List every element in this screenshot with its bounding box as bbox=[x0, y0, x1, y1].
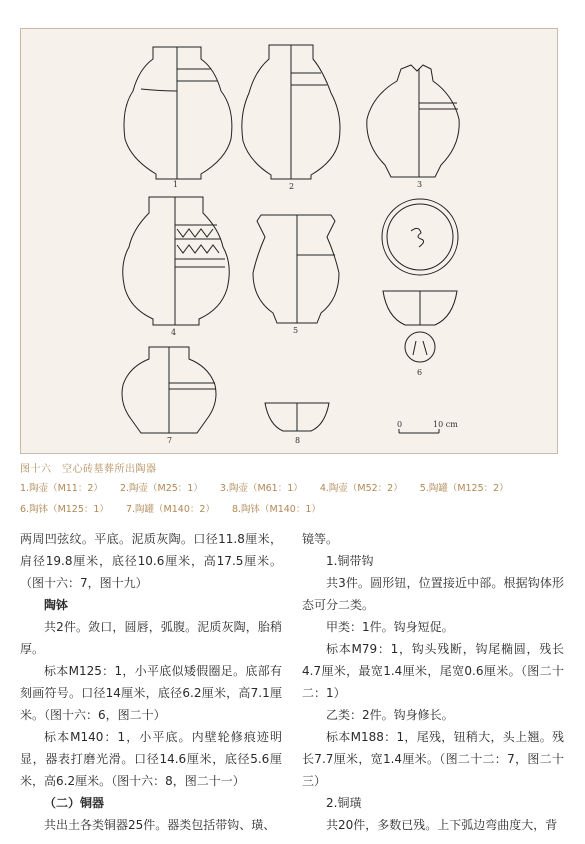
fig-label-6: 6 bbox=[417, 368, 423, 377]
fig-label-5: 5 bbox=[293, 326, 299, 335]
caption-item: 4.陶壶（M52：2） bbox=[319, 483, 403, 494]
paragraph: 共2件。敛口，圆唇，弧腹。泥质灰陶，胎稍厚。 bbox=[20, 620, 282, 656]
caption-item: 2.陶壶（M25：1） bbox=[119, 483, 203, 494]
paragraph: 共20件，多数已残。上下弧边弯曲度大，背 bbox=[326, 818, 558, 832]
fig-label-7: 7 bbox=[167, 436, 173, 445]
vessel-3-drawing bbox=[367, 65, 459, 177]
subheading-belt-hook: 1.铜带钩 bbox=[326, 554, 374, 568]
bowl-8-drawing bbox=[265, 403, 329, 431]
paragraph: 标本M188：1，尾残，钮稍大，头上翘。残长7.7厘米，宽1.4厘米。（图二十二：7，图二十三） bbox=[302, 730, 564, 788]
scale-bar bbox=[399, 429, 439, 433]
paragraph: 共3件。圆形钮，位置接近中部。根据钩体形态可分二类。 bbox=[302, 576, 564, 612]
section-heading-bowl: 陶钵 bbox=[44, 598, 69, 612]
fig-label-4: 4 bbox=[171, 328, 177, 337]
paragraph: 标本M140：1，小平底。内壁轮修痕迹明显，器表打磨光滑。口径14.6厘米，底径5.6厘米，高6.2厘米。（图十六：8，图二十一） bbox=[20, 730, 282, 788]
vessel-1-drawing bbox=[124, 47, 232, 179]
paragraph: 共出土各类铜器25件。器类包括带钩、璜、 bbox=[44, 818, 276, 832]
caption-item: 7.陶罐（M140：2） bbox=[125, 504, 215, 515]
caption-item: 8.陶钵（M140：1） bbox=[231, 504, 321, 515]
caption-item: 3.陶壶（M61：1） bbox=[219, 483, 303, 494]
caption-item: 1.陶壶（M11：2） bbox=[20, 483, 103, 494]
right-column bbox=[302, 528, 564, 836]
paragraph: 甲类：1件。钩身短促。 bbox=[326, 620, 454, 634]
paragraph: 标本M125：1，小平底似矮假圈足。底部有刻画符号。口径14厘米，底径6.2厘米，高7.1厘米。（图十六：6，图二十） bbox=[20, 664, 282, 722]
fig-label-3: 3 bbox=[417, 180, 423, 189]
caption-item: 5.陶罐（M125：2） bbox=[419, 483, 509, 494]
paragraph: 镜等。 bbox=[302, 532, 339, 546]
fig-label-2: 2 bbox=[289, 182, 295, 191]
vessel-2-drawing bbox=[242, 45, 340, 179]
figure-caption-items bbox=[20, 478, 565, 520]
subheading-huang: 2.铜璜 bbox=[326, 796, 362, 810]
vessel-5-drawing bbox=[253, 215, 339, 323]
figure-caption-title: 图十六 空心砖墓葬所出陶器 bbox=[20, 464, 157, 475]
scale-zero: 0 bbox=[397, 420, 403, 429]
paragraph: 标本M79：1，钩头残断，钩尾椭圆，残长4.7厘米，最宽1.4厘米，尾宽0.6厘米。（图二十二：1） bbox=[302, 642, 564, 700]
left-column bbox=[20, 528, 282, 836]
fig-label-1: 1 bbox=[173, 180, 179, 189]
paragraph: 乙类：2件。钩身修长。 bbox=[326, 708, 454, 722]
paragraph: 两周凹弦纹。平底。泥质灰陶。口径11.8厘米，肩径19.8厘米，底径10.6厘米，高17.5厘米。（图十六：7，图十九） bbox=[20, 532, 282, 590]
scale-ten: 10 cm bbox=[433, 420, 458, 429]
fig-label-8: 8 bbox=[295, 436, 301, 445]
pottery-drawings bbox=[21, 29, 559, 455]
pottery-figure bbox=[20, 28, 558, 454]
vessel-7-drawing bbox=[122, 347, 216, 433]
vessel-4-drawing bbox=[123, 197, 230, 325]
section-heading-bronze: （二）铜器 bbox=[44, 796, 105, 810]
bowl-6-drawing bbox=[382, 199, 458, 362]
caption-item: 6.陶钵（M125：1） bbox=[20, 504, 109, 515]
